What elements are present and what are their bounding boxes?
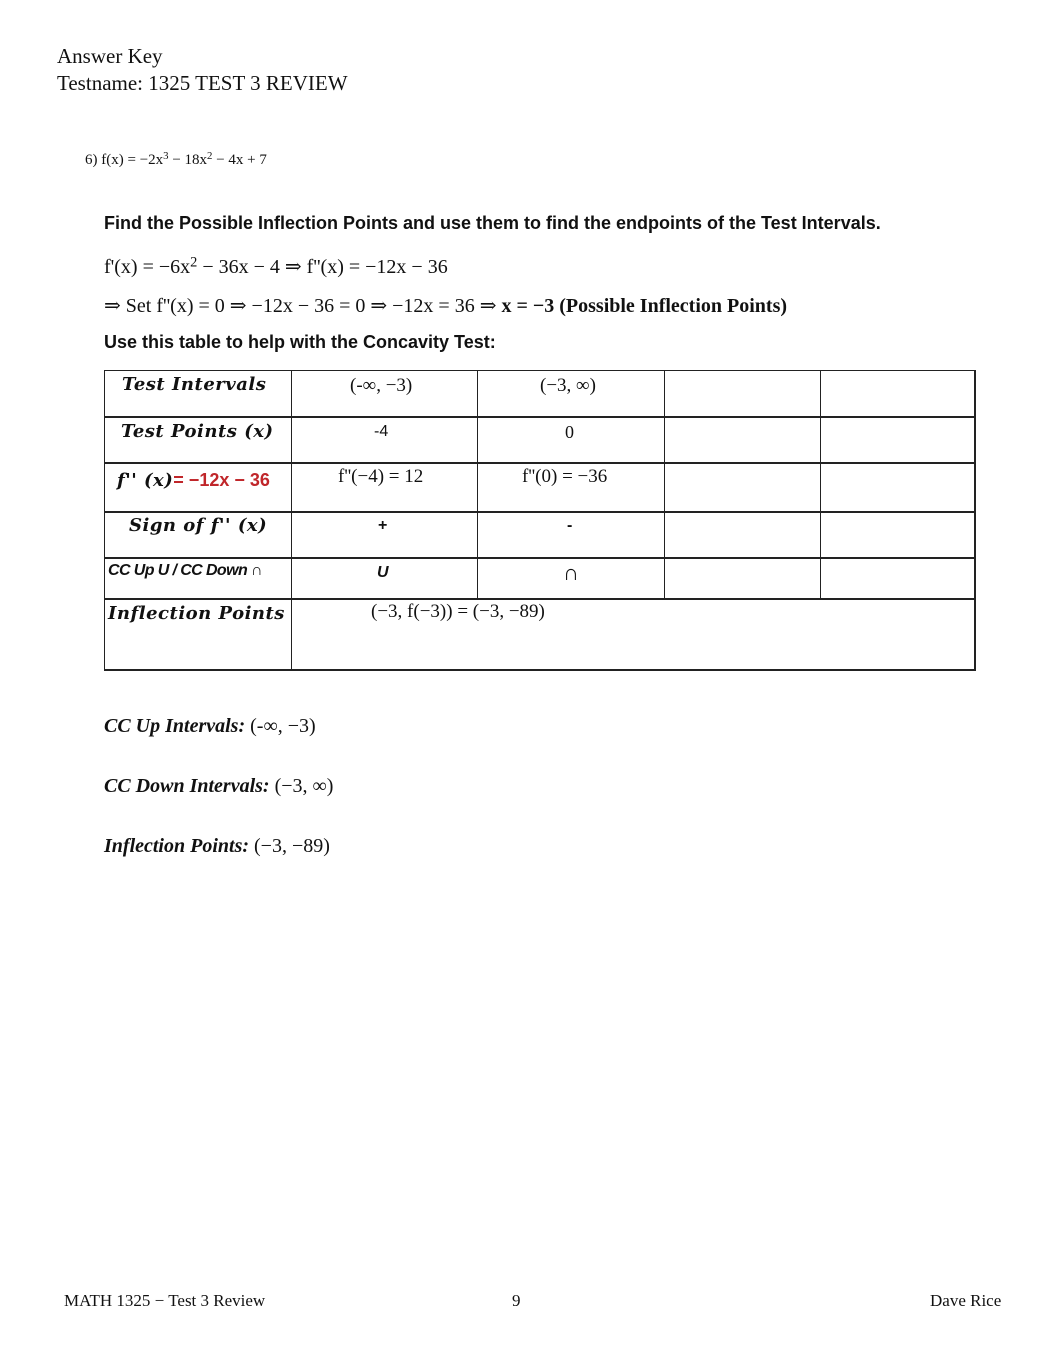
answer-key-heading: Answer Key [57,44,163,68]
second-derivative-symbol: f'' (x) [117,470,174,491]
cc-down-summary [104,775,333,798]
table-border-right [974,370,976,670]
page-number: 9 [512,1291,521,1310]
second-derivative-value-cell: f''(0) = −36 [522,466,608,487]
cc-down-value: (−3, ∞) [269,775,334,797]
row-label-second-derivative [117,470,270,491]
interval-cell: (−3, ∞) [540,375,596,396]
concavity-cell: ∩ [563,560,579,585]
test-point-cell: 0 [565,422,574,442]
sign-cell: + [378,517,388,534]
concavity-cell: U [377,564,389,581]
problem-text-c: − 4x + 7 [212,152,267,168]
row-label-inflection-points: Inflection Points [108,603,285,624]
cc-down-label: CC Down Intervals: [104,775,270,797]
set-equal-line [104,293,787,318]
inflection-summary [104,835,330,858]
footer-course: MATH 1325 − Test 3 Review [64,1291,266,1310]
testname-heading: Testname: 1325 TEST 3 REVIEW [57,71,348,95]
column-divider [477,370,478,599]
column-divider [820,370,821,599]
row-divider [104,511,976,513]
table-border-top [104,370,976,371]
second-derivative-value-cell: f''(−4) = 12 [338,466,424,487]
table-intro: Use this table to help with the Concavity Test: [104,332,496,352]
derivative-text-a: f'(x) = −6x [104,256,191,278]
possible-inflection-result: x = −3 (Possible Inflection Points) [501,295,788,317]
cc-up-value: (-∞, −3) [245,715,316,737]
row-divider [104,598,976,600]
instruction-text: Find the Possible Inflection Points and use them to find the endpoints of the Test Intervals. [104,213,881,233]
interval-cell: (-∞, −3) [350,375,413,396]
row-divider [104,416,976,418]
problem-exp-1: 3 [163,150,169,163]
derivative-text-b: − 36x − 4 ⇒ f''(x) = −12x − 36 [197,256,448,278]
problem-text-a: 6) f(x) = −2x [85,152,164,168]
row-label-test-intervals: Test Intervals [122,374,267,395]
derivative-exp: 2 [190,254,198,271]
row-divider [104,462,976,464]
table-border-bottom [104,669,976,671]
row-label-concavity: CC Up U / CC Down ∩ [108,562,262,579]
problem-statement [85,152,267,169]
test-point-cell: -4 [374,423,389,440]
column-divider [291,370,292,670]
second-derivative-expression: = −12x − 36 [173,470,270,490]
column-divider [664,370,665,599]
problem-text-b: − 18x [168,152,208,168]
sign-cell: - [567,517,573,534]
cc-up-label: CC Up Intervals: [104,715,246,737]
derivative-line [104,254,448,279]
inflection-label: Inflection Points: [104,835,250,857]
row-label-test-points: Test Points (x) [121,421,274,442]
row-divider [104,557,976,559]
problem-exp-2: 2 [207,150,213,163]
inflection-value: (−3, −89) [249,835,330,857]
footer-author: Dave Rice [930,1291,1002,1310]
row-label-sign: Sign of f'' (x) [129,515,268,536]
table-border-left [104,370,105,670]
cc-up-summary [104,715,316,738]
inflection-point-cell: (−3, f(−3)) = (−3, −89) [371,601,545,622]
set-equal-text: ⇒ Set f''(x) = 0 ⇒ −12x − 36 = 0 ⇒ −12x = 36 ⇒ [104,295,502,317]
